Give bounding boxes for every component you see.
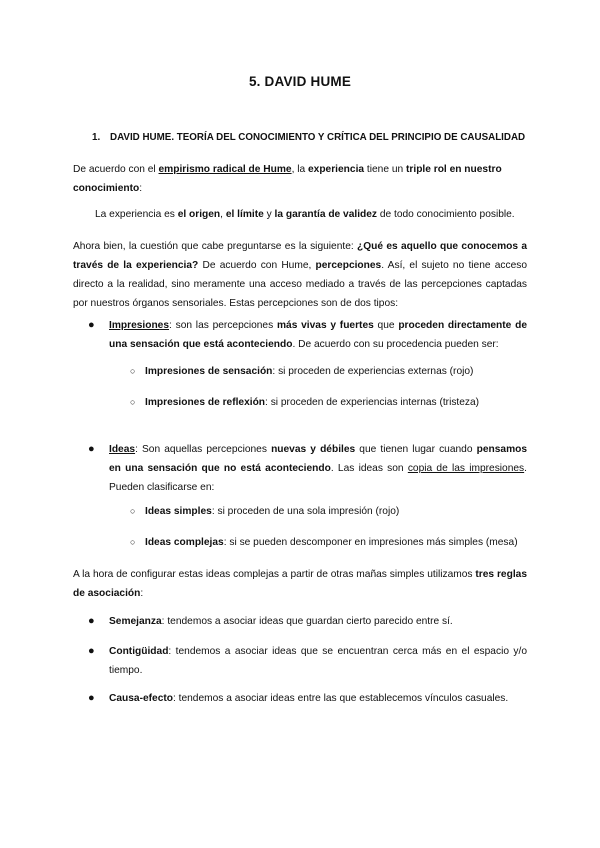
ideas-sub-item [145,533,535,552]
question-paragraph [73,237,527,313]
rule-text: : tendemos a asociar ideas que guardan cierto parecido entre sí. [161,616,453,627]
ideas-sub-item [145,502,535,521]
assoc-term-tres-reglas: tres reglas de asociación [73,569,527,599]
intro-text-1: De acuerdo con el [73,164,159,175]
page-title: 5. DAVID HUME [248,74,352,89]
impresiones-sub-item [145,362,535,381]
role-term-origen: el origen [177,209,221,220]
bullet-icon: ● [88,319,95,331]
intro-paragraph [73,160,513,198]
ideas-underlined-copia: copia de las impresiones [407,463,525,474]
impresiones-sub-item [145,393,535,412]
ideas-text-3: . Las ideas son [330,463,408,474]
role-text-1: La experiencia es [95,209,178,220]
impresiones-bold-3: proceden directamente de una sensación que está aconteciendo [109,320,527,350]
sub-item-label: Ideas simples [145,506,212,517]
section-heading-text: DAVID HUME. TEORÍA DEL CONOCIMIENTO Y CRÍTICA DEL PRINCIPIO DE CAUSALIDAD [110,132,526,143]
circle-bullet-icon: ○ [130,537,136,547]
ideas-item [109,440,527,497]
impresiones-term: Impresiones [109,320,170,331]
role-term-garantia: la garantía de validez [274,209,378,220]
circle-bullet-icon: ○ [130,397,136,407]
intro-text-2: , la [291,164,308,175]
ideas-term: Ideas [109,444,136,455]
intro-text-3: tiene un [364,164,406,175]
role-text-2: , [220,209,226,220]
role-text-4: de todo conocimiento posible. [377,209,515,220]
assoc-text-2: : [140,588,144,599]
assoc-text-1: A la hora de configurar estas ideas complejas a partir de otras mañas simples utilizamos [73,569,476,580]
bullet-icon: ● [88,615,95,627]
rule-item [109,642,527,680]
ideas-text-4: . Pueden clasificarse en: [109,463,527,493]
impresiones-text-3: . De acuerdo con su procedencia pueden ser: [292,339,499,350]
intro-text-4: : [139,183,143,194]
role-text-3: y [263,209,275,220]
sub-item-label: Impresiones de reflexión [145,397,266,408]
sub-item-label: Impresiones de sensación [145,366,273,377]
rule-label: Semejanza [109,616,162,627]
sub-item-text: : si proceden de experiencias externas (rojo) [272,366,474,377]
question-text-1: Ahora bien, la cuestión que cabe preguntarse es la siguiente: [73,241,358,252]
impresiones-bold-2: más vivas y fuertes [276,320,374,331]
section-heading [92,128,532,147]
question-term-percepciones: percepciones [315,260,382,271]
intro-term-empirismo: empirismo radical de Hume [158,164,292,175]
ideas-bold-3: pensamos en una sensación que no está aconteciendo [109,444,528,474]
bullet-icon: ● [88,645,95,657]
impresiones-item [109,316,527,354]
rule-item [109,612,527,631]
rule-text: : tendemos a asociar ideas entre las que establecemos vínculos casuales. [172,693,509,704]
association-intro-paragraph [73,565,527,603]
rule-item [109,689,527,708]
role-paragraph [95,205,535,224]
sub-item-text: : si se pueden descomponer en impresiones más simples (mesa) [223,537,518,548]
rule-text: : tendemos a asociar ideas que se encuentran cerca más en el espacio y/o tiempo. [109,646,527,676]
impresiones-text-2: que [373,320,399,331]
question-text-2: De acuerdo con Hume, [198,260,316,271]
bullet-icon: ● [88,443,95,455]
bullet-icon: ● [88,692,95,704]
question-text-3: . Así, el sujeto no tiene acceso directo a la realidad, sino meramente una acceso mediado a través de las percepciones captadas por nuestros órganos sensoriales. Estas percepciones son de dos tipos: [73,260,528,309]
sub-item-text: : si proceden de una sola impresión (rojo) [211,506,400,517]
sub-item-label: Ideas complejas [145,537,224,548]
rule-label: Contigüidad [109,646,169,657]
circle-bullet-icon: ○ [130,366,136,376]
ideas-text-1: : Son aquellas percepciones [135,444,272,455]
impresiones-text-1: : son las percepciones [169,320,277,331]
ideas-bold-2: nuevas y débiles [271,444,356,455]
rule-label: Causa-efecto [109,693,173,704]
question-bold-question: ¿Qué es aquello que conocemos a través de la experiencia? [73,241,527,271]
ideas-text-2: que tienen lugar cuando [355,444,477,455]
section-number: 1. [92,132,101,143]
sub-item-text: : si proceden de experiencias internas (tristeza) [265,397,480,408]
role-term-limite: el límite [225,209,264,220]
intro-term-triple-rol: triple rol en nuestro conocimiento [73,164,502,194]
circle-bullet-icon: ○ [130,506,136,516]
intro-term-experiencia: experiencia [308,164,365,175]
